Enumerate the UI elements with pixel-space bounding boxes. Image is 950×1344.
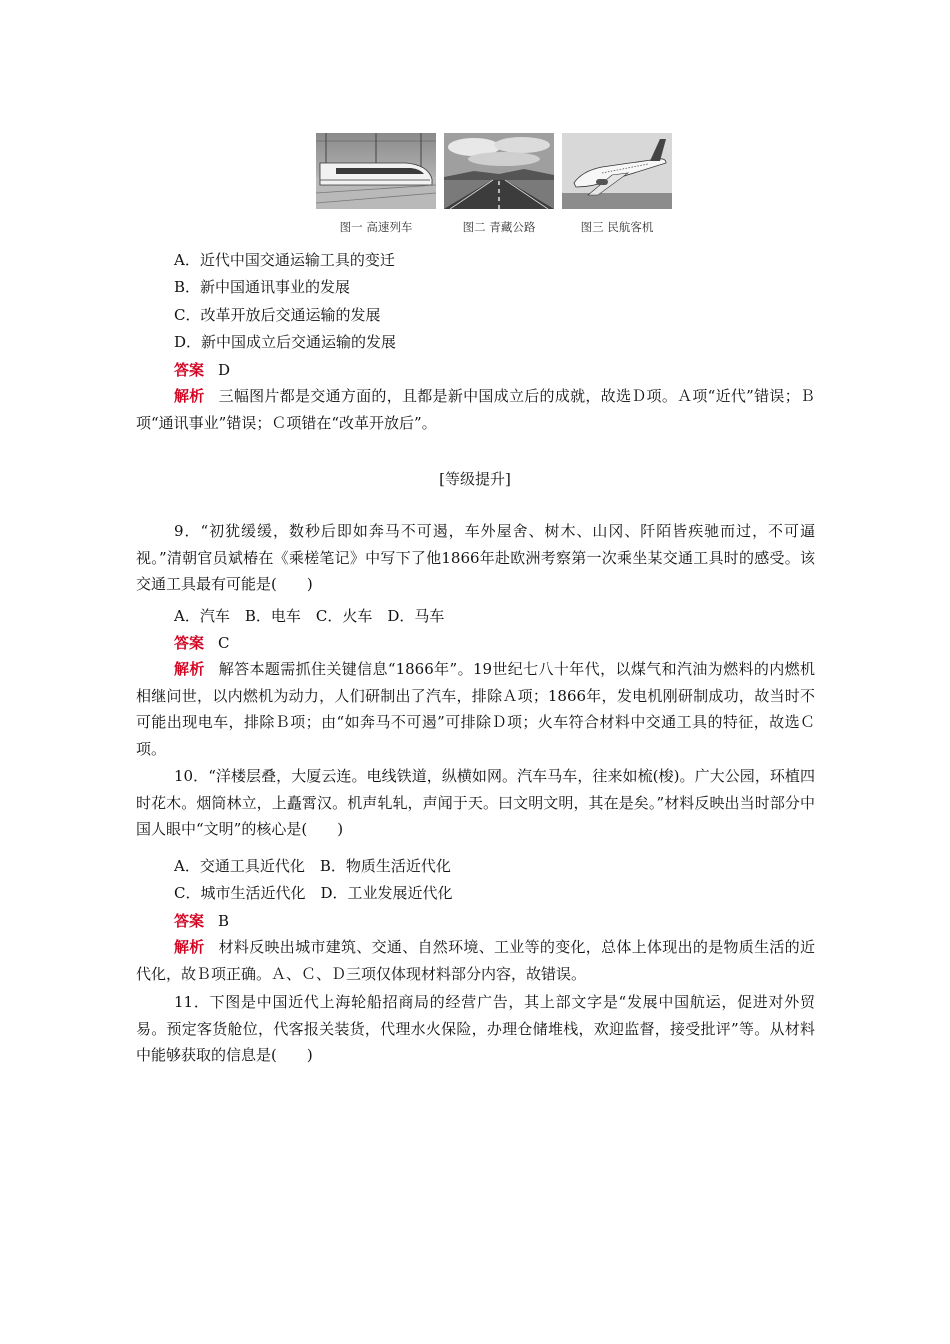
analysis-text: 解答本题需抓住关键信息“1866年”。19世纪七八十年代，以煤气和汽油为燃料的内燃机相继问世，以内燃机为动力，人们研制出了汽车，排除Ａ项；1866年，发电机刚研制成功，故当时不可能出现电车，排除Ｂ项；由“如奔马不可遏”可排除Ｄ项；火车符合材料中交通工具的特征，故选Ｃ项。 — [136, 660, 815, 759]
answer-value: D — [218, 361, 231, 379]
figure-train — [316, 133, 436, 234]
answer-label: 答案 — [174, 912, 205, 930]
analysis-label: 解析 — [174, 660, 205, 678]
figure-caption: 图三 民航客机 — [580, 220, 654, 234]
q10-stem: 10．“洋楼层叠，大厦云连。电线铁道，纵横如网。汽车马车，往来如梳(梭)。广大公园，环植四时花木。烟筒林立，上矗霄汉。机声轧轧，声闻于天。曰文明文明，其在是矣。”材料反映出当时部分中国人眼中“文明”的核心是( ) — [136, 767, 815, 839]
figure-row — [316, 133, 672, 237]
answer-label: 答案 — [174, 361, 205, 379]
figure-airliner — [562, 133, 672, 234]
answer-value: C — [218, 634, 230, 652]
q8-analysis — [136, 383, 815, 436]
q8-answer — [174, 360, 230, 380]
q11-stem: 11．下图是中国近代上海轮船招商局的经营广告，其上部文字是“发展中国航运，促进对外贸易。预定客货舱位，代客报关装货，代理水火保险，办理仓储堆栈，欢迎监督，接受批评”等。从材料中能够获取的信息是( ) — [136, 993, 815, 1065]
figure-caption: 图一 高速列车 — [339, 220, 413, 234]
analysis-label: 解析 — [174, 387, 205, 405]
q9-stem: 9．“初犹缓缓，数秒后即如奔马不可遏，车外屋舍、树木、山冈、阡陌皆疾驰而过，不可逼视。”清朝官员斌椿在《乘槎笔记》中写下了他1866年赴欧洲考察第一次乘坐某交通工具时的感受。该交通工具最有可能是( ) — [136, 522, 815, 594]
answer-label: 答案 — [174, 634, 205, 652]
highway-image — [444, 133, 554, 209]
analysis-text: 材料反映出城市建筑、交通、自然环境、工业等的变化，总体上体现出的是物质生活的近代化，故Ｂ项正确。Ａ、Ｃ、Ｄ三项仅体现材料部分内容，故错误。 — [136, 938, 815, 983]
q9-answer — [174, 633, 230, 653]
q10-answer — [174, 911, 229, 931]
analysis-label: 解析 — [174, 938, 205, 956]
q10-options-line2: C．城市生活近代化 D．工业发展近代化 — [174, 884, 453, 902]
figure-highway — [444, 133, 554, 234]
analysis-text: 三幅图片都是交通方面的，且都是新中国成立后的成就，故选Ｄ项。Ａ项“近代”错误；Ｂ项“通讯事业”错误；Ｃ项错在“改革开放后”。 — [136, 387, 815, 432]
q9-analysis — [136, 656, 815, 763]
section-title: [等级提升] — [439, 470, 511, 488]
airliner-image — [562, 133, 672, 209]
q10-options-line1: A．交通工具近代化 B．物质生活近代化 — [174, 857, 451, 875]
q10-analysis — [136, 934, 815, 987]
q8-option-a: A．近代中国交通运输工具的变迁 — [174, 251, 395, 269]
q8-option-d: D．新中国成立后交通运输的发展 — [174, 333, 397, 351]
q9-options: A．汽车 B．电车 C．火车 D．马车 — [174, 607, 445, 625]
answer-value: B — [218, 912, 230, 930]
high-speed-train-image — [316, 133, 436, 209]
q8-option-c: C．改革开放后交通运输的发展 — [174, 306, 381, 324]
q8-option-b: B．新中国通讯事业的发展 — [174, 278, 351, 296]
figure-caption: 图二 青藏公路 — [462, 220, 536, 234]
